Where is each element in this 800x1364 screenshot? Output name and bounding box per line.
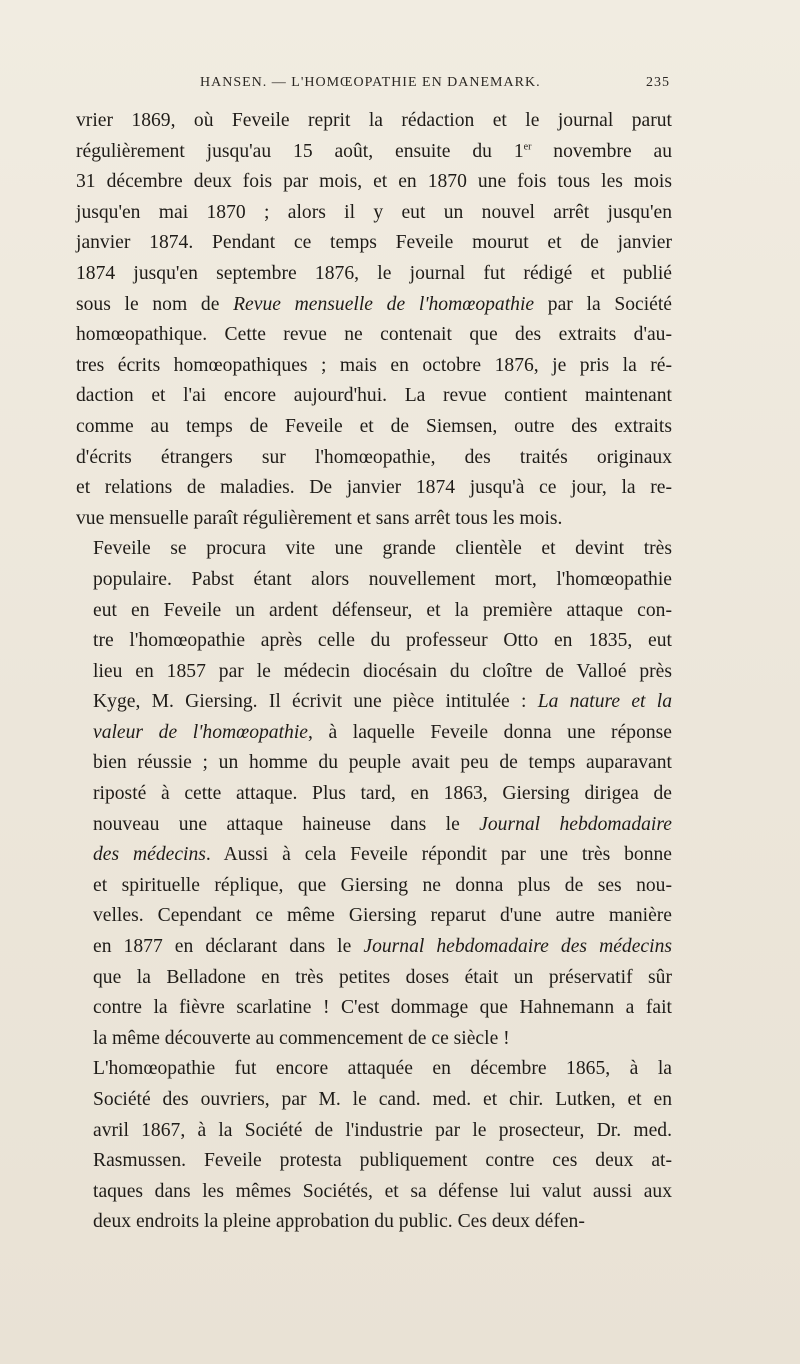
text-line: riposté à cette attaque. Plus tard, en 1863, Giersing dirigea de	[93, 783, 672, 805]
text-line: 31 décembre deux fois par mois, et en 1870 une fois tous les mois	[76, 171, 672, 193]
page-number: 235	[646, 75, 670, 90]
text-line: daction et l'ai encore aujourd'hui. La revue contient maintenant	[76, 385, 672, 407]
text-line: valeur de l'homœopathie, à laquelle Feveile donna une réponse	[93, 721, 672, 743]
text-line: populaire. Pabst étant alors nouvellement mort, l'homœopathie	[93, 568, 672, 590]
text-line: avril 1867, à la Société de l'industrie par le prosecteur, Dr. med.	[93, 1119, 672, 1141]
text-line: taques dans les mêmes Sociétés, et sa défense lui valut aussi aux	[93, 1180, 672, 1202]
text-line: eut en Feveile un ardent défenseur, et la première attaque con-	[93, 599, 672, 621]
text-line: en 1877 en déclarant dans le Journal hebdomadaire des médecins	[93, 936, 672, 958]
text-line: et relations de maladies. De janvier 1874 jusqu'à ce jour, la re-	[76, 477, 672, 499]
text-line: velles. Cependant ce même Giersing reparut d'une autre manière	[93, 905, 672, 927]
text-line: L'homœopathie fut encore attaquée en décembre 1865, à la	[93, 1058, 672, 1080]
text-line: bien réussie ; un homme du peuple avait peu de temps auparavant	[93, 752, 672, 774]
text-line: comme au temps de Feveile et de Siemsen, outre des extraits	[76, 415, 672, 437]
body-text	[76, 106, 672, 1238]
text-line: tre l'homœopathie après celle du professeur Otto en 1835, eut	[93, 630, 672, 652]
text-line: d'écrits étrangers sur l'homœopathie, des traités originaux	[76, 446, 672, 468]
text-line: deux endroits la pleine approbation du public. Ces deux défen-	[93, 1211, 585, 1233]
text-line: et spirituelle réplique, que Giersing ne donna plus de ses nou-	[93, 874, 672, 896]
running-title: HANSEN. — L'HOMŒOPATHIE EN DANEMARK.	[200, 75, 541, 90]
text-line: Société des ouvriers, par M. le cand. med. et chir. Lutken, et en	[93, 1089, 672, 1110]
text-line: 1874 jusqu'en septembre 1876, le journal fut rédigé et publié	[76, 262, 672, 284]
text-line: nouveau une attaque haineuse dans le Journal hebdomadaire	[93, 813, 672, 835]
paragraph	[76, 534, 672, 1054]
text-line: régulièrement jusqu'au 15 août, ensuite du 1er novembre au	[76, 140, 673, 162]
text-line: lieu en 1857 par le médecin diocésain du cloître de Valloé près	[93, 660, 672, 682]
text-line: Feveile se procura vite une grande clientèle et devint très	[93, 538, 672, 560]
text-line: vrier 1869, où Feveile reprit la rédaction et le journal parut	[76, 110, 672, 131]
text-line: Rasmussen. Feveile protesta publiquement contre ces deux at-	[93, 1150, 672, 1172]
text-line: sous le nom de Revue mensuelle de l'homœopathie par la Société	[76, 293, 673, 315]
text-line: Kyge, M. Giersing. Il écrivit une pièce intitulée : La nature et la	[93, 691, 672, 713]
text-line: jusqu'en mai 1870 ; alors il y eut un nouvel arrêt jusqu'en	[76, 201, 672, 223]
text-line: homœopathique. Cette revue ne contenait que des extraits d'au-	[76, 324, 672, 346]
paragraph	[76, 1054, 672, 1238]
text-line: tres écrits homœopathiques ; mais en octobre 1876, je pris la ré-	[76, 354, 672, 376]
text-line: vue mensuelle paraît régulièrement et sans arrêt tous les mois.	[76, 507, 563, 529]
text-line: janvier 1874. Pendant ce temps Feveile mourut et de janvier	[76, 232, 672, 254]
text-line: des médecins. Aussi à cela Feveile répondit par une très bonne	[93, 844, 672, 866]
text-line: la même découverte au commencement de ce siècle !	[93, 1027, 510, 1049]
text-line: contre la fièvre scarlatine ! C'est dommage que Hahnemann a fait	[93, 997, 672, 1019]
paragraph	[76, 106, 672, 534]
running-head	[200, 75, 670, 91]
text-line: que la Belladone en très petites doses était un préservatif sûr	[93, 966, 672, 988]
